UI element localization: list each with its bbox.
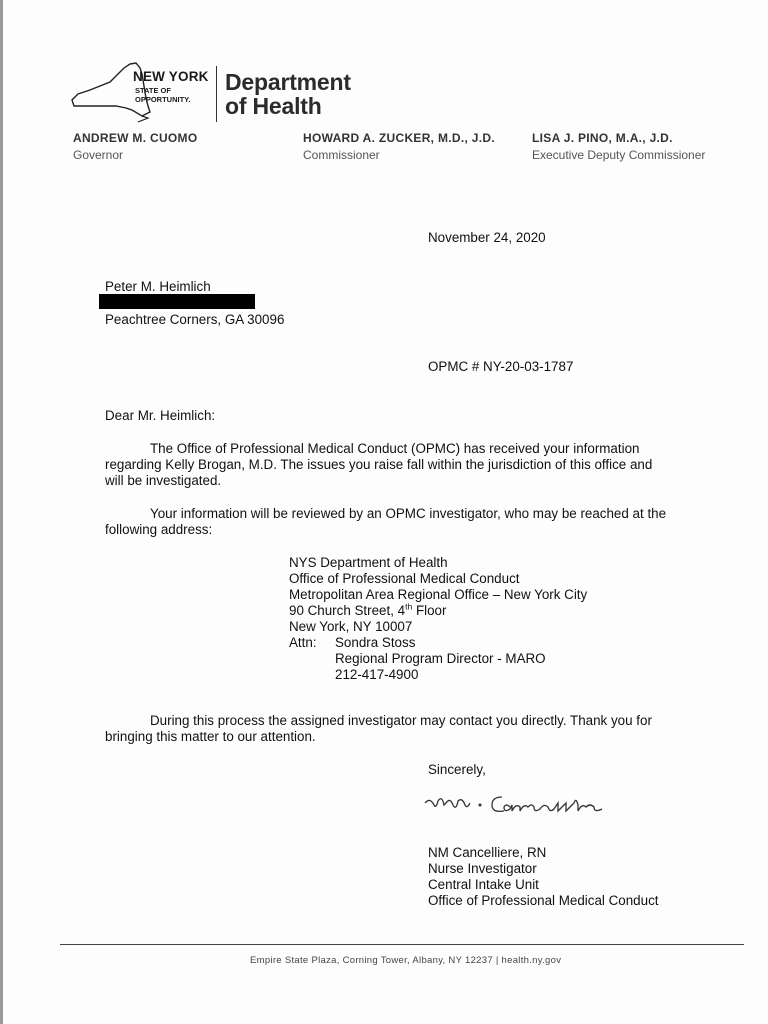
redacted-street-address bbox=[99, 294, 255, 309]
attention-title: Regional Program Director - MARO bbox=[335, 651, 546, 666]
official-title-governor: Governor bbox=[73, 148, 124, 162]
signer-unit: Central Intake Unit bbox=[428, 877, 539, 892]
address-line-4: 90 Church Street, 4th Floor bbox=[289, 601, 447, 618]
paragraph-1-line-1: The Office of Professional Medical Conduct (OPMC) has received your information bbox=[150, 441, 640, 456]
reference-number: OPMC # NY-20-03-1787 bbox=[428, 359, 574, 374]
address-line-5: New York, NY 10007 bbox=[289, 619, 413, 634]
new-york-logo-text: NEW YORK bbox=[133, 69, 209, 84]
page-edge-shadow bbox=[0, 0, 3, 1024]
paragraph-3-line-1: During this process the assigned investigator may contact you directly. Thank you for bbox=[150, 713, 652, 728]
paragraph-1-line-3: will be investigated. bbox=[105, 473, 222, 488]
attention-name: Sondra Stoss bbox=[335, 635, 416, 650]
address-line-3: Metropolitan Area Regional Office – New York City bbox=[289, 587, 588, 602]
official-title-commissioner: Commissioner bbox=[303, 148, 380, 162]
official-name-commissioner: HOWARD A. ZUCKER, M.D., J.D. bbox=[303, 131, 495, 145]
letter-date: November 24, 2020 bbox=[428, 230, 546, 245]
official-name-governor: ANDREW M. CUOMO bbox=[73, 131, 198, 145]
paragraph-2-line-1: Your information will be reviewed by an OPMC investigator, who may be reached at the bbox=[150, 506, 667, 521]
recipient-name: Peter M. Heimlich bbox=[105, 279, 211, 294]
footer-address: Empire State Plaza, Corning Tower, Albany, NY 12237 | health.ny.gov bbox=[250, 955, 562, 966]
footer-divider bbox=[60, 944, 744, 945]
department-name-line2: of Health bbox=[225, 93, 322, 119]
salutation: Dear Mr. Heimlich: bbox=[105, 408, 216, 423]
logo-divider bbox=[216, 66, 217, 122]
paragraph-1-line-2: regarding Kelly Brogan, M.D. The issues you raise fall within the jurisdiction of this office and bbox=[105, 457, 653, 472]
paragraph-2-line-2: following address: bbox=[105, 522, 213, 537]
recipient-city: Peachtree Corners, GA 30096 bbox=[105, 312, 285, 327]
attention-phone: 212-417-4900 bbox=[335, 667, 419, 682]
handwritten-signature bbox=[420, 785, 645, 825]
department-name-line1: Department bbox=[225, 69, 351, 95]
address-line-2: Office of Professional Medical Conduct bbox=[289, 571, 520, 586]
attention-label: Attn: bbox=[289, 635, 317, 650]
signer-office: Office of Professional Medical Conduct bbox=[428, 893, 659, 908]
paragraph-3-line-2: bringing this matter to our attention. bbox=[105, 729, 316, 744]
signer-title: Nurse Investigator bbox=[428, 861, 537, 876]
official-name-deputy: LISA J. PINO, M.A., J.D. bbox=[532, 131, 673, 145]
logo-tagline-line1: STATE OF bbox=[135, 86, 171, 95]
closing: Sincerely, bbox=[428, 762, 486, 777]
logo-tagline-line2: OPPORTUNITY. bbox=[135, 95, 191, 104]
official-title-deputy: Executive Deputy Commissioner bbox=[532, 148, 706, 162]
signer-name: NM Cancelliere, RN bbox=[428, 845, 547, 860]
address-line-1: NYS Department of Health bbox=[289, 555, 448, 570]
